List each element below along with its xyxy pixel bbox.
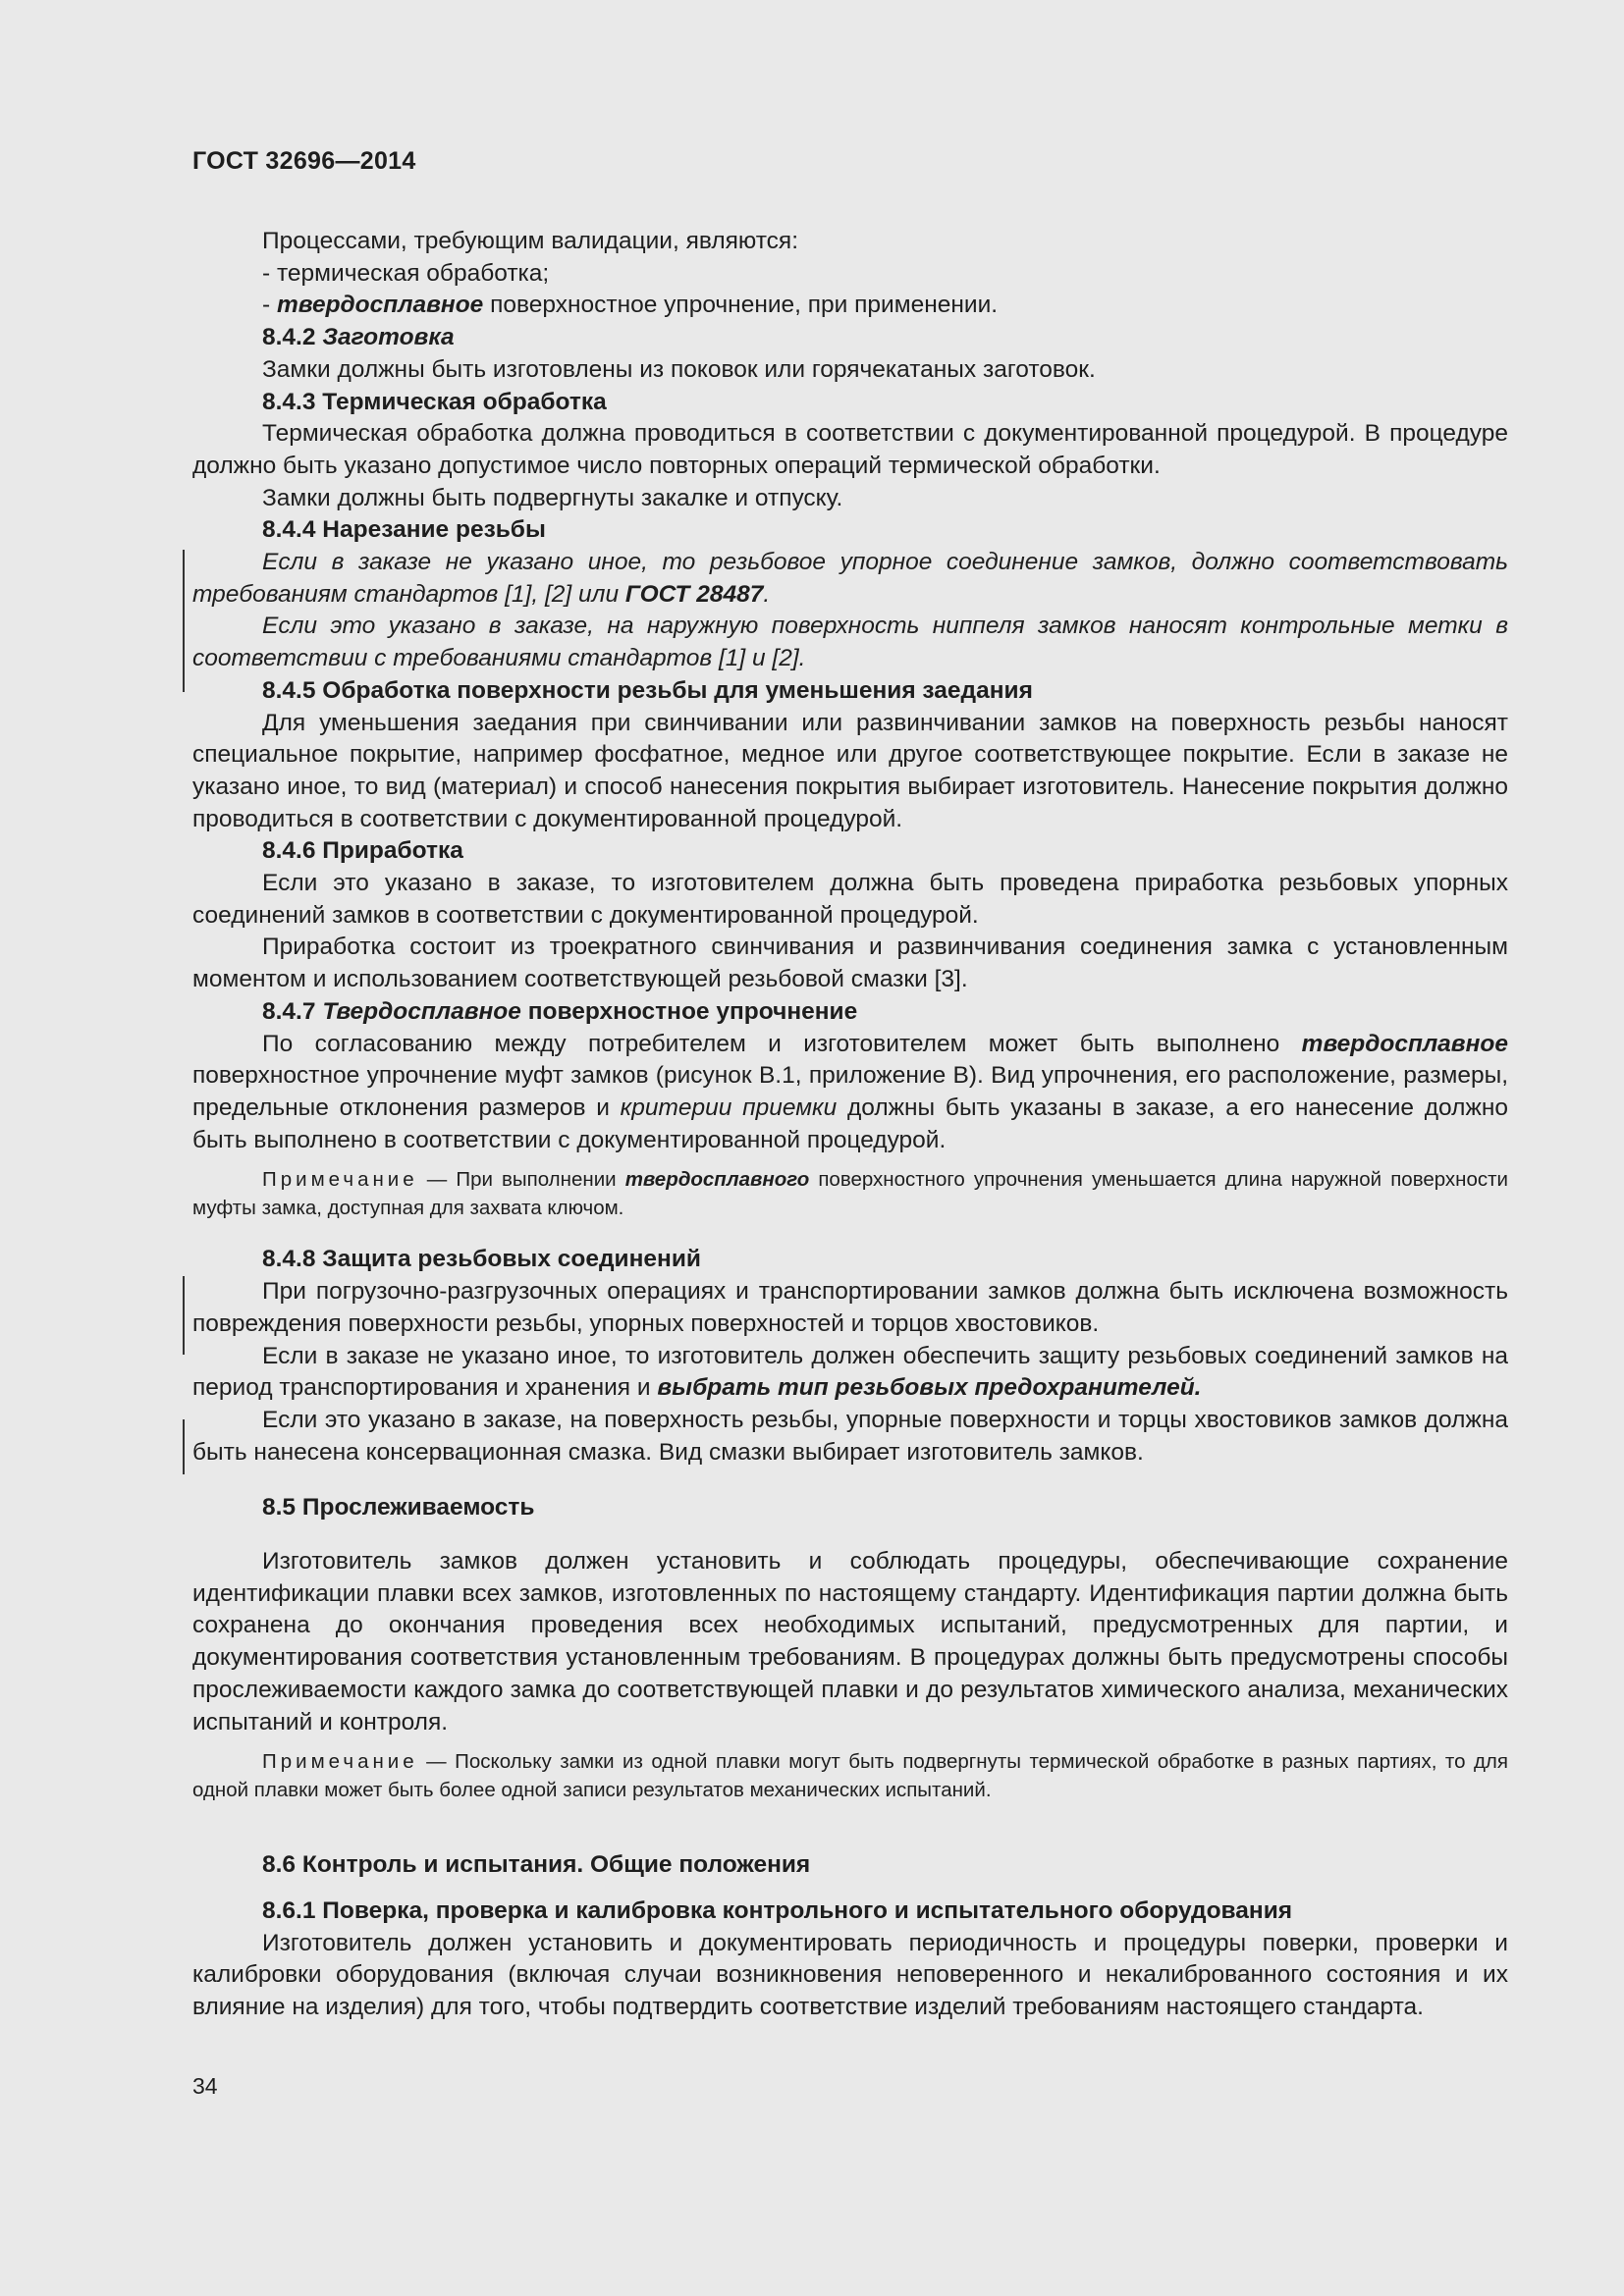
page-number: 34 bbox=[192, 2073, 218, 2099]
paragraph bbox=[192, 483, 1508, 515]
text-run: выбрать тип резьбовых предохранителей. bbox=[657, 1374, 1202, 1402]
text-run: Процессами, требующим валидации, являются: bbox=[262, 228, 798, 254]
text-run: 8.5 Прослеживаемость bbox=[262, 1494, 535, 1522]
section-heading-8-4-6 bbox=[192, 835, 1508, 868]
section-heading-8-4-3 bbox=[192, 387, 1508, 419]
section-heading-8-4-8 bbox=[192, 1244, 1508, 1276]
paragraph bbox=[192, 1405, 1508, 1468]
text-run: поверхностное упрочнение, при применении. bbox=[483, 292, 999, 319]
text-run: Приработка состоит из троекратного свинчивания и развинчивания соединения замка с установленным моментом и использованием соответствующей резьбовой смазки [3]. bbox=[192, 934, 1508, 993]
text-run: Если в заказе не указано иное, то резьбовое упорное соединение замков, должно соответствовать требованиям стандартов [1], [2] или bbox=[192, 549, 1508, 608]
text-run: . bbox=[763, 580, 771, 608]
paragraph bbox=[192, 354, 1508, 387]
text-run: Если это указано в заказе, то изготовителем должна быть проведена приработка резьбовых упорных соединений замков в соответствии с документированной процедурой. bbox=[192, 870, 1508, 929]
text-run: — Поскольку замки из одной плавки могут быть подвергнуты термической обработке в разных партиях, то для одной плавки может быть более одной записи результатов механических испытаний. bbox=[192, 1750, 1508, 1802]
text-run: Если в заказе не указано иное, то изготовитель должен обеспечить защиту резьбовых соединений замков на период транспортирования и хранения и bbox=[192, 1342, 1508, 1402]
paragraph bbox=[192, 708, 1508, 836]
text-run: твердосплавное bbox=[276, 292, 484, 319]
change-bar-3 bbox=[183, 1419, 185, 1474]
paragraph bbox=[192, 868, 1508, 932]
text-run: Твердосплавное bbox=[322, 997, 521, 1025]
text-run: Термическая обработка должна проводиться в соответствии с документированной процедурой. В процедуре должно быть указано допустимое число повторных операций термической обработки. bbox=[192, 420, 1508, 479]
text-run: Замки должны быть изготовлены из поковок или горячекатаных заготовок. bbox=[262, 355, 1096, 383]
paragraph bbox=[192, 1341, 1508, 1405]
text-run: поверхностное упрочнение bbox=[520, 997, 858, 1025]
change-bar-2 bbox=[183, 1276, 185, 1355]
text-run: — При выполнении bbox=[417, 1168, 625, 1192]
text-run: Изготовитель должен установить и документировать периодичность и процедуры поверки, проверки и калибровки оборудования (включая случаи возникновения неповеренного и некалиброванного состояния и их влияние на изделия) для того, чтобы подтвердить соответствие изделий требованиям настоящего стандарта. bbox=[192, 1929, 1508, 2021]
text-run: - bbox=[262, 292, 277, 319]
text-run: 8.4.3 Термическая обработка bbox=[262, 388, 607, 415]
paragraph bbox=[192, 932, 1508, 995]
text-run: поверхностное упрочнение муфт замков (рисунок В.1, приложение В). Вид упрочнения, его расположение, размеры, предельные отклонения размеров и bbox=[192, 1062, 1508, 1121]
text-run: Заготовка bbox=[322, 324, 455, 351]
text-run: - термическая обработка; bbox=[262, 259, 550, 287]
text-run: Примечание bbox=[262, 1750, 418, 1774]
list-intro bbox=[192, 226, 1508, 258]
text-run: 8.4.6 Приработка bbox=[262, 837, 463, 865]
text-run: Примечание bbox=[262, 1168, 418, 1192]
text-run: должны быть указаны в заказе, а его нанесение должно быть выполнено в соответствии с документированной процедурой. bbox=[192, 1094, 1508, 1153]
section-heading-8-4-4 bbox=[192, 514, 1508, 547]
paragraph bbox=[192, 418, 1508, 482]
text-run: Для уменьшения заедания при свинчивании или развинчивании замков на поверхность резьбы наносят специальное покрытие, например фосфатное, медное или другое соответствующее покрытие. Если в заказе не указано иное, то вид (материал) и способ нанесения покрытия выбирает изготовитель. Нанесение покрытия должно проводиться в соответствии с документированной процедурой. bbox=[192, 709, 1508, 832]
note bbox=[192, 1165, 1508, 1222]
text-run: твердосплавного bbox=[624, 1168, 810, 1192]
section-heading-8-6-1 bbox=[192, 1896, 1508, 1928]
paragraph bbox=[192, 1546, 1508, 1738]
paragraph bbox=[192, 611, 1508, 674]
text-run: По согласованию между потребителем и изготовителем может быть выполнено bbox=[262, 1030, 1302, 1057]
text-run: 8.4.8 Защита резьбовых соединений bbox=[262, 1246, 701, 1273]
paragraph bbox=[192, 1276, 1508, 1340]
document-header: ГОСТ 32696—2014 bbox=[192, 147, 416, 175]
change-bar-1 bbox=[183, 550, 185, 692]
paragraph bbox=[192, 547, 1508, 611]
text-run: При погрузочно-разгрузочных операциях и транспортировании замков должна быть исключена возможность повреждения поверхности резьбы, упорных поверхностей и торцов хвостовиков. bbox=[192, 1278, 1508, 1337]
paragraph bbox=[192, 1928, 1508, 2024]
text-run: 8.4.4 Нарезание резьбы bbox=[262, 516, 546, 544]
section-heading-8-4-5 bbox=[192, 675, 1508, 708]
text-run: ГОСТ 28487 bbox=[624, 580, 764, 608]
section-heading-8-4-2 bbox=[192, 322, 1508, 354]
text-run: 8.4.2 bbox=[262, 324, 323, 351]
text-run: твердосплавное bbox=[1301, 1030, 1508, 1057]
text-run: Изготовитель замков должен установить и соблюдать процедуры, обеспечивающие сохранение идентификации плавки всех замков, изготовленных по настоящему стандарту. Идентификация партии должна быть сохранена до окончания проведения всех необходимых испытаний, предусмотренных для партии, и документирования соответствия установленным требованиям. В процедурах должны быть предусмотрены способы прослеживаемости каждого замка до соответствующей плавки и до результатов химического анализа, механических испытаний и контроля. bbox=[192, 1548, 1508, 1735]
paragraph bbox=[192, 1029, 1508, 1157]
document-body bbox=[192, 226, 1508, 2024]
section-heading-8-5 bbox=[192, 1492, 1508, 1524]
section-heading-8-4-7 bbox=[192, 996, 1508, 1029]
text-run: Замки должны быть подвергнуты закалке и отпуску. bbox=[262, 484, 843, 511]
text-run: 8.4.5 Обработка поверхности резьбы для уменьшения заедания bbox=[262, 676, 1033, 704]
text-run: Если это указано в заказе, на поверхность резьбы, упорные поверхности и торцы хвостовиков замков должна быть нанесена консервационная смазка. Вид смазки выбирает изготовитель замков. bbox=[192, 1406, 1508, 1466]
list-item bbox=[192, 258, 1508, 291]
text-run: 8.6 Контроль и испытания. Общие положения bbox=[262, 1851, 811, 1879]
note bbox=[192, 1747, 1508, 1804]
text-run: Если это указано в заказе, на наружную поверхность ниппеля замков наносят контрольные метки в соответствии с требованиями стандартов [1] и [2]. bbox=[192, 613, 1508, 672]
list-item bbox=[192, 290, 1508, 322]
text-run: критерии приемки bbox=[620, 1094, 838, 1121]
section-heading-8-6 bbox=[192, 1849, 1508, 1882]
text-run: 8.4.7 bbox=[262, 997, 323, 1025]
text-run: 8.6.1 Поверка, проверка и калибровка контрольного и испытательного оборудования bbox=[262, 1896, 1293, 1924]
text-run: поверхностного упрочнения уменьшается длина наружной поверхности муфты замка, доступная для захвата ключом. bbox=[192, 1168, 1508, 1220]
